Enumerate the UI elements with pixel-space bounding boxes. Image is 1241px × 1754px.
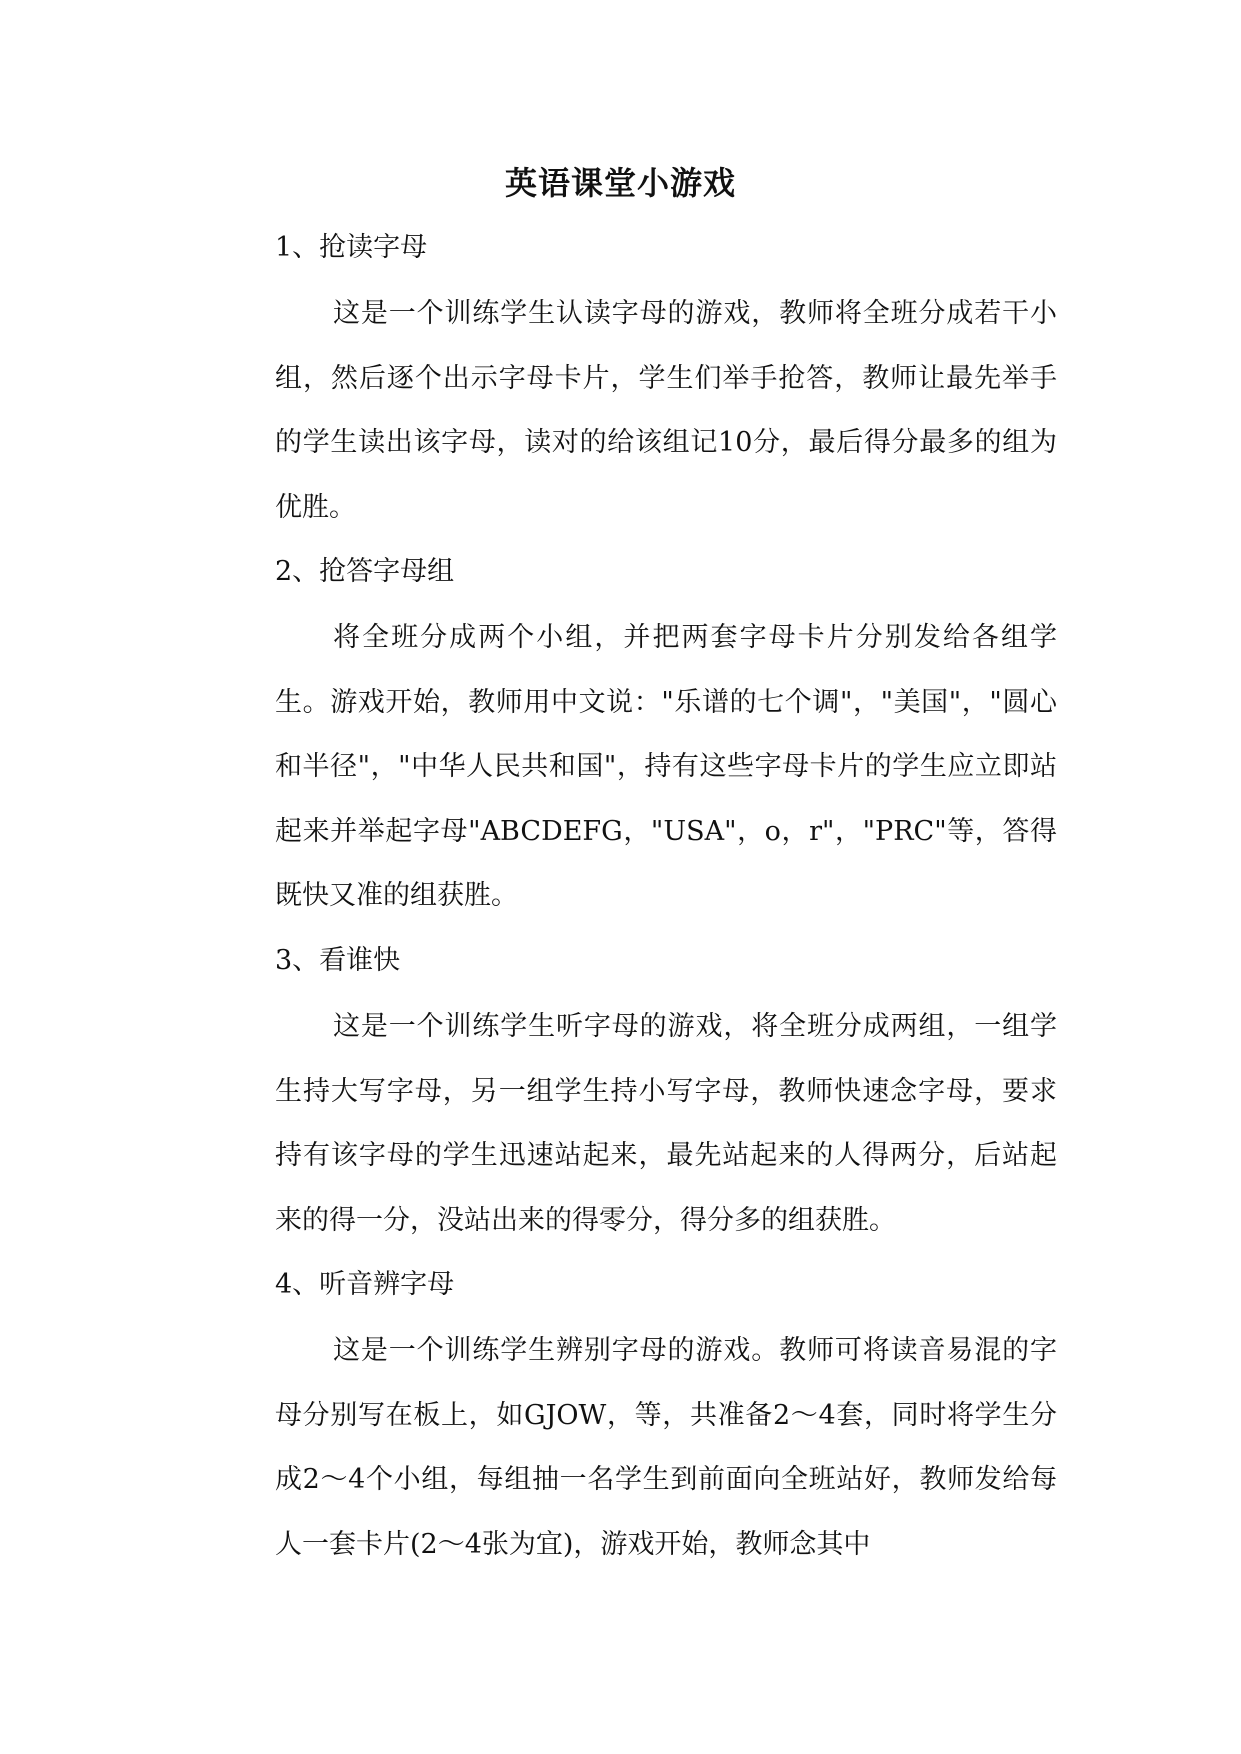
section-body-4: 这是一个训练学生辨别字母的游戏。教师可将读音易混的字母分别写在板上，如GJOW，等，共准备2～4套，同时将学生分成2～4个小组，每组抽一名学生到前面向全班站好，教师发给每人一套卡片(2～4张为宜)，游戏开始，教师念其中 — [275, 1335, 1057, 1560]
document-title: 英语课堂小游戏 — [504, 164, 736, 202]
section-body-2: 将全班分成两个小组，并把两套字母卡片分别发给各组学生。游戏开始，教师用中文说："乐谱的七个调"，"美国"，"圆心和半径"，"中华人民共和国"，持有这些字母卡片的学生应立即站起来并举起字母"ABCDEFG，"USA"，o，r"，"PRC"等，答得既快又准的组获胜。 — [275, 622, 1057, 911]
section-heading-4: 4、听音辨字母 — [275, 1269, 455, 1300]
section-heading-1: 1、抢读字母 — [275, 232, 428, 263]
section-heading-3: 3、看谁快 — [275, 945, 401, 976]
section-body-1: 这是一个训练学生认读字母的游戏，教师将全班分成若干小组，然后逐个出示字母卡片，学生们举手抢答，教师让最先举手的学生读出该字母，读对的给该组记10分，最后得分最多的组为优胜。 — [275, 298, 1057, 523]
section-body-3: 这是一个训练学生听字母的游戏，将全班分成两组，一组学生持大写字母，另一组学生持小写字母，教师快速念字母，要求持有该字母的学生迅速站起来，最先站起来的人得两分，后站起来的得一分，没站出来的得零分，得分多的组获胜。 — [275, 1011, 1057, 1236]
section-heading-2: 2、抢答字母组 — [275, 556, 455, 587]
